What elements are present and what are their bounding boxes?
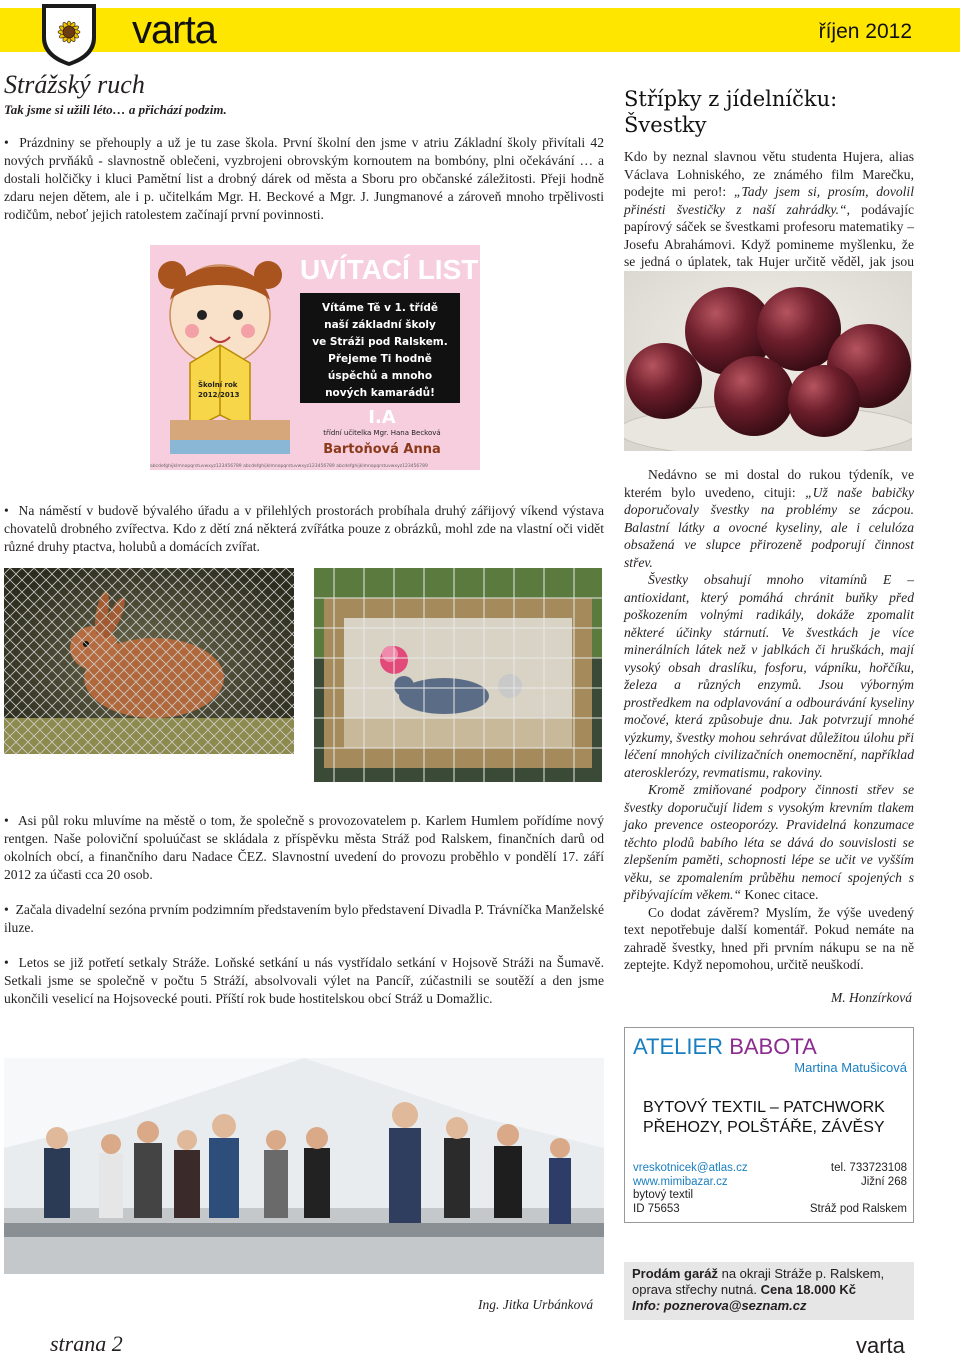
ad2-price: Cena 18.000 Kč <box>760 1282 857 1297</box>
card-book-2: 2012/2013 <box>198 391 240 399</box>
footer-bar <box>0 1336 960 1358</box>
issue-date: říjen 2012 <box>818 20 912 43</box>
right-p2-quote: „Už naše babičky doporučovaly švestky na problémy se zácpou. Balastní látky a ovocné kyseliny, ale i celulóza obsažená ve slupce přirozeně podporují činnost střev. <box>624 484 914 570</box>
ad2-info: Info: poznerova@seznam.cz <box>632 1298 807 1313</box>
garage-advert <box>624 1262 914 1320</box>
ad-id: ID 75653 <box>633 1202 680 1215</box>
right-intro-quote: „Tady jsem si, prosím, dovolil přinésti švestičky z naší zahrádky.“ <box>624 184 914 217</box>
plums-photo <box>624 271 912 451</box>
right-article-p3: Švestky obsahují mnoho vitamínů E – antioxidant, který pomáhá chránit buňky před poškozením volnými radikály, dokáže zpomalit některé účinky stárnutí. Ve švestkách je více minerálních látek než v jablkách či hruškách, mají vysoký obsah draslíku, fosforu, vápníku, hořčíku, železa a různých enzymů. Jsou výborným prostředkem na odplavování a odbourávání kyseliny močové, která způsobuje dnu. Jak potvrzují mnohé výzkumy, švestky mohou sehrávat důležitou úlohu při léčení mnohých civilizačních onemocnění, například aterosklerózy, revmatismu, rakoviny. <box>624 572 914 780</box>
ad-line-2: PŘEHOZY, POLŠTÁŘE, ZÁVĚSY <box>643 1119 885 1136</box>
ad-contacts-left <box>633 1162 748 1216</box>
left-signature: Ing. Jitka Urbánková <box>478 1297 594 1312</box>
ad2-lead: Prodám garáž <box>632 1266 718 1281</box>
right-p4-quote: Kromě zmiňované podpory činnosti střev se švestky doporučují lidem s vysokým krevním tlakem jako prevence osteoporózy. Pravidelná konzumace těchto plodů babího léta se dává do souvislosti se zlepšením paměti, schopnosti lépe se učit ve vyšším věku, se zpomalením průběhu nemocí spojených s přibývajícím věkem.“ <box>624 782 914 902</box>
masthead: varta <box>132 8 216 52</box>
atelier-advert <box>624 1027 914 1223</box>
card-footer-alphabet: abcdefghijklmnopqrstuvwxyz123456789 abcdefghijklmnopqrstuvwxyz123456789 abcdefghijklmnopqrstuvwxyz123456789 <box>150 464 428 469</box>
card-heading: UVÍTACÍ LIST <box>300 254 479 285</box>
article-xray: • Asi půl roku mluvíme na městě o tom, že společně s provozovatelem p. Karlem Humlem pořídíme nový rentgen. Naše poloviční spoluúčast se skládala z příspěvku města Stráž pod Ralskem, finančních darů od okolních obcí, a finančního daru Nadace ČEZ. Slavnostní uvedení do provozu proběhlo v pondělí 17. září 2012 za účasti cca 20 osob. <box>4 812 604 884</box>
right-article-p2 <box>624 466 914 571</box>
right-article-p5: Co dodat závěrem? Myslím, že výše uvedený text nepotřebuje další komentář. Pokud nemáte na zahradě švestky, hned při prvním nákupu se na ně zeptejte. Když nepomohou, určitě neuškodí. <box>624 904 914 972</box>
card-msg-3: ve Stráži pod Ralskem. <box>312 336 448 348</box>
ad-tel: tel. 733723108 <box>830 1162 907 1174</box>
card-name: Bartoňová Anna <box>323 442 441 457</box>
section-title: Strážský ruch <box>4 70 145 99</box>
right-column-body <box>624 466 914 1006</box>
rabbit-photo <box>4 568 294 754</box>
ad-street: Jižní 268 <box>860 1175 907 1188</box>
footer-brand: varta <box>856 1333 905 1358</box>
ad-shop: bytový textil <box>633 1189 694 1201</box>
card-msg-4: Přejeme Ti hodně <box>328 353 432 365</box>
ad-email[interactable]: vreskotnicek@atlas.cz <box>633 1162 748 1174</box>
right-intro-a: Kdo by neznal slavnou větu studenta Hujera, alias Václava Lohniského, ze známého film Marečku, podejte mi pero!: <box>624 149 914 199</box>
card-class: I.A <box>368 407 396 428</box>
article-school-start: • Prázdniny se přehouply a už je tu zase škola. První školní den jsme v atriu Základní školy přivítali 42 nových prvňáků - slavnostně oblečeni, vyzbrojeni obrovským kornoutem na bombóny, plni očekávání … a dostali holčičky i kluci Pamětní list a drobný dárek od města a Sboru pro občanské záležitosti. Přeji hodně zdaru nejen dětem, ale i p. učitelkám Mgr. H. Beckové a Mgr. J. Jungmanové a zároveň mnoho trpělivosti rodičům, neboť jejich ratolestem začínají první povinnosti. <box>4 134 604 224</box>
ad-line-1: BYTOVÝ TEXTIL – PATCHWORK <box>643 1099 885 1116</box>
right-p4-tail: Konec citace. <box>741 887 819 902</box>
ad-web[interactable]: www.mimibazar.cz <box>633 1175 728 1188</box>
card-msg-1: Vítáme Tě v 1. třídě <box>322 302 438 314</box>
left-lower-articles <box>4 812 604 1008</box>
ad-owner: Martina Matušicová <box>794 1060 907 1075</box>
card-teacher: třídní učitelka Mgr. Hana Becková <box>323 429 441 437</box>
pigeon-photo <box>314 568 602 782</box>
card-book-1: Školní rok <box>198 381 238 389</box>
article-meeting: • Letos se již potřetí setkaly Stráže. Loňské setkání u nás vystřídalo setkání v Hojsově Stráži na Šumavě. Setkali jsme se společně v počtu 5 Stráží, absolvovali výlet na Pancíř, zúčastnili se soutěží a den jsme ukončili veselicí na Hojsovecké pouti. Příští rok bude hostitelskou obcí Stráž u Domažlic. <box>4 954 604 1008</box>
ad-town: Stráž pod Ralskem <box>809 1202 907 1215</box>
card-msg-6: nových kamarádů! <box>325 387 435 399</box>
ad-contacts-right <box>810 1162 907 1216</box>
right-section-title: Střípky z jídelníčku: Švestky <box>624 87 838 137</box>
stage-event-photo <box>4 1058 604 1274</box>
article-animal-show: • Na náměstí v budově bývalého úřadu a v přilehlých prostorách probíhala druhý zářijový víkend výstava chovatelů drobného zvířectva. Kdo z dětí zná některá zvířátka pouze z obrázků, mohl zde na vlastní oči vidět různé druhy ptactva, holubů a domácích zvířat. <box>4 502 604 556</box>
right-column-top <box>624 86 914 288</box>
page-number: strana 2 <box>50 1331 123 1356</box>
ad-brand-1: ATELIER <box>633 1034 724 1059</box>
right-signature: M. Honzírková <box>831 989 912 1005</box>
left-column <box>4 70 604 224</box>
right-intro-paragraph <box>624 148 914 288</box>
section-subtitle: Tak jsme si užili léto… a přichází podzim. <box>4 102 227 117</box>
ad-brand-2: BABOTA <box>729 1034 817 1059</box>
right-p2-lead: Nedávno se mi dostal do rukou týdeník, ve kterém bylo uvedeno, cituji: <box>624 467 914 500</box>
card-msg-5: úspěchů a mnoho <box>327 370 433 382</box>
right-article-p4 <box>624 781 914 904</box>
welcome-card-illustration <box>150 245 480 470</box>
card-msg-2: naší základní školy <box>324 319 436 331</box>
ad-products <box>643 1098 885 1138</box>
ad-brand <box>633 1034 817 1060</box>
right-intro-c: , podávajíc papírový sáček se švestkami profesoru matematiky – Josefu Abrahámovi. Když pomineme myšlenku, že se jedná o úplatek, tak Hujer určitě věděl, jak jsou <box>624 201 915 269</box>
ad2-text: na okraji Stráže p. Ralskem, oprava střechy nutná. <box>632 1266 885 1297</box>
town-crest-logo <box>40 2 98 68</box>
welcome-card-image <box>150 245 480 470</box>
article-theatre: • Začala divadelní sezóna prvním podzimním představením bylo představení Divadla P. Trávníčka Manželské iluze. <box>4 901 604 937</box>
